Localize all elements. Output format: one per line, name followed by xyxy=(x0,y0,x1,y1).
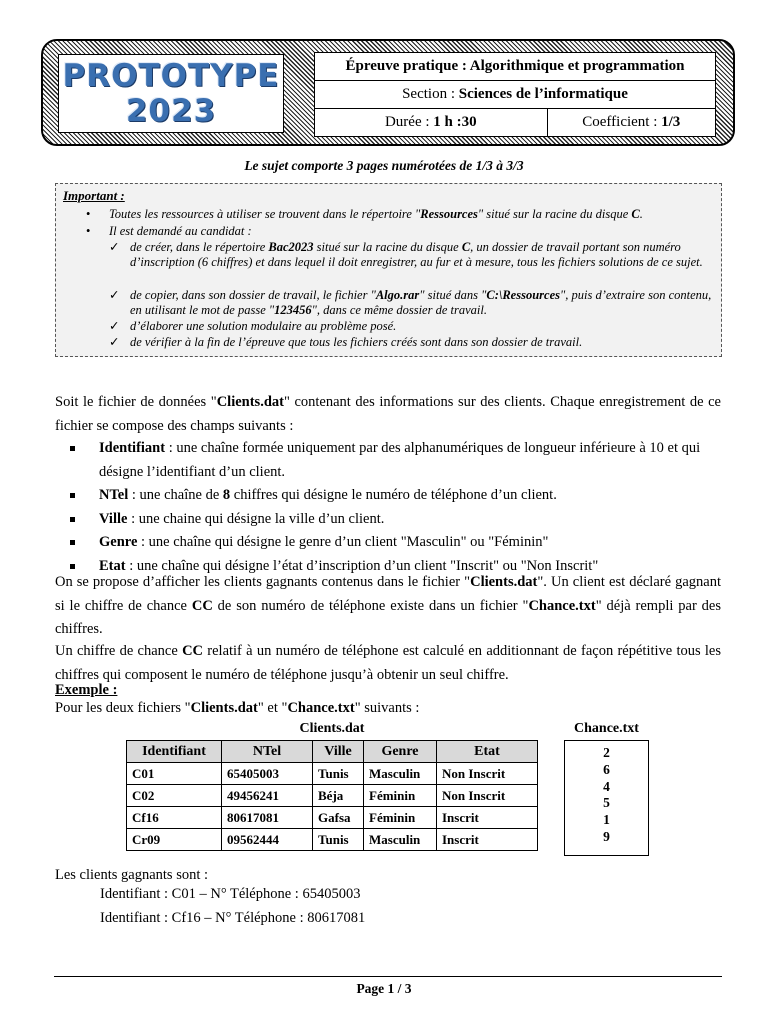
prototype-logo xyxy=(58,54,284,133)
instruction-create-folder: de créer, dans le répertoire Bac2023 situé sur la racine du disque C, un dossier de travail portant son numéro d’inscription (6 chiffres) et dans lequel il doit enregistrer, au fur et à mesure, tous les fichiers solutions de ce sujet. xyxy=(130,240,703,269)
square-bullet-icon xyxy=(70,446,75,451)
important-box xyxy=(55,183,722,357)
instruction-copy-file: de copier, dans son dossier de travail, le fichier "Algo.rar" situé dans "C:\Ressources", puis d’extraire son contenu, en utilisant le mot de passe "123456", dans ce même dossier de travail. xyxy=(130,288,712,317)
list-item: 2 xyxy=(603,745,610,760)
header-frame xyxy=(41,39,735,146)
fields-list xyxy=(70,437,722,578)
important-resources-note: Toutes les ressources à utiliser se trouvent dans le répertoire "Ressources" situé sur la racine du disque C. xyxy=(109,207,643,221)
clients-table xyxy=(126,740,538,851)
list-item: 5 xyxy=(603,795,610,811)
column-header: Identifiant xyxy=(127,741,222,763)
important-title: Important : xyxy=(63,188,125,203)
column-header: NTel xyxy=(222,741,313,763)
table-cell: 80617081 xyxy=(222,807,313,829)
table-row xyxy=(127,829,538,851)
exam-info-table xyxy=(314,52,716,137)
list-item: 9 xyxy=(603,828,610,844)
problem-paragraph: On se propose d’afficher les clients gagnants contenus dans le fichier "Clients.dat". Un client est déclaré gagnant si le chiffre de chance CC de son numéro de téléphone existe dans un fichier "Chance.txt" déjà rempli par des chiffres. xyxy=(55,574,721,637)
check-mark-icon: ✓ xyxy=(109,240,120,254)
column-header: Etat xyxy=(437,741,538,763)
bullet-dot-icon: • xyxy=(86,207,91,221)
column-header: Ville xyxy=(313,741,364,763)
logo-title: PROTOTYPE xyxy=(62,58,280,94)
table-cell: Cr09 xyxy=(127,829,222,851)
table-cell: Tunis xyxy=(313,763,364,785)
intro-paragraph: Soit le fichier de données "Clients.dat" contenant des informations sur des clients. Chaque enregistrement de ce fichier se compose des champs suivants : xyxy=(55,394,721,434)
exam-section xyxy=(315,81,716,109)
coefficient-value: 1/3 xyxy=(661,114,681,130)
table-row xyxy=(127,763,538,785)
table-cell: 09562444 xyxy=(222,829,313,851)
list-item: 6 xyxy=(603,761,610,777)
example-title: Exemple : xyxy=(55,682,118,698)
lucky-digit-paragraph: Un chiffre de chance CC relatif à un numéro de téléphone est calculé en additionnant de façon répétitive tous les chiffres qui composent le numéro de téléphone jusqu’à obtenir un seul chiffre. xyxy=(55,643,722,683)
table-cell: Inscrit xyxy=(437,829,538,851)
list-item: Ville : une chaine qui désigne la ville d’un client. xyxy=(70,508,722,532)
table-row xyxy=(127,807,538,829)
chance-table-caption: Chance.txt xyxy=(574,721,639,736)
table-cell: Cf16 xyxy=(127,807,222,829)
square-bullet-icon xyxy=(70,540,75,545)
instruction-verify-files: de vérifier à la fin de l’épreuve que tous les fichiers créés sont dans son dossier de travail. xyxy=(130,335,583,349)
section-value: Sciences de l’informatique xyxy=(458,86,628,102)
table-cell: Béja xyxy=(313,785,364,807)
table-cell: Inscrit xyxy=(437,807,538,829)
coefficient-label: Coefficient : xyxy=(582,114,662,130)
example-intro: Pour les deux fichiers "Clients.dat" et "Chance.txt" suivants : xyxy=(55,700,420,716)
table-cell: Féminin xyxy=(364,785,437,807)
bullet-dot-icon: • xyxy=(86,224,91,238)
winner-line: Identifiant : Cf16 – N° Téléphone : 80617081 xyxy=(100,910,366,926)
page-number: Page 1 / 3 xyxy=(356,981,412,996)
table-cell: Non Inscrit xyxy=(437,785,538,807)
column-header: Genre xyxy=(364,741,437,763)
chance-values-box xyxy=(564,740,649,856)
list-item: Identifiant : une chaîne formée uniquement par des alphanumériques de longueur inférieure à 10 et qui désigne l’identifiant d’un client. xyxy=(70,437,722,484)
table-row xyxy=(127,785,538,807)
exam-duration xyxy=(315,109,548,137)
logo-year: 2023 xyxy=(125,93,217,129)
table-cell: Féminin xyxy=(364,807,437,829)
footer-divider xyxy=(54,976,722,977)
exam-coefficient xyxy=(547,109,715,137)
table-cell: Masculin xyxy=(364,829,437,851)
duration-label: Durée : xyxy=(384,114,434,130)
square-bullet-icon xyxy=(70,493,75,498)
important-candidate-intro: Il est demandé au candidat : xyxy=(109,224,252,238)
table-cell: 65405003 xyxy=(222,763,313,785)
table-cell: Non Inscrit xyxy=(437,763,538,785)
winner-line: Identifiant : C01 – N° Téléphone : 65405003 xyxy=(100,886,361,902)
table-cell: Gafsa xyxy=(313,807,364,829)
table-cell: 49456241 xyxy=(222,785,313,807)
check-mark-icon: ✓ xyxy=(109,319,120,333)
section-label: Section : xyxy=(402,86,459,102)
square-bullet-icon xyxy=(70,517,75,522)
winners-title: Les clients gagnants sont : xyxy=(55,867,209,883)
instruction-modular-solution: d’élaborer une solution modulaire au problème posé. xyxy=(130,319,397,333)
clients-table-caption: Clients.dat xyxy=(299,721,365,736)
exam-title: Épreuve pratique : Algorithmique et programmation xyxy=(315,53,716,81)
list-item: 1 xyxy=(603,812,610,828)
list-item: Genre : une chaîne qui désigne le genre d’un client "Masculin" ou "Féminin" xyxy=(70,531,722,555)
square-bullet-icon xyxy=(70,564,75,569)
pages-note: Le sujet comporte 3 pages numérotées de 1/3 à 3/3 xyxy=(244,158,524,173)
table-cell: C01 xyxy=(127,763,222,785)
list-item: NTel : une chaîne de 8 chiffres qui désigne le numéro de téléphone d’un client. xyxy=(70,484,722,508)
table-header-row xyxy=(127,741,538,763)
table-cell: Tunis xyxy=(313,829,364,851)
list-item: 4 xyxy=(603,778,610,794)
list-item: Etat : une chaîne qui désigne l’état d’inscription d’un client "Inscrit" ou "Non Inscrit" xyxy=(70,555,722,579)
table-cell: Masculin xyxy=(364,763,437,785)
duration-value: 1 h :30 xyxy=(433,114,477,130)
check-mark-icon: ✓ xyxy=(109,335,120,349)
check-mark-icon: ✓ xyxy=(109,288,120,302)
table-cell: C02 xyxy=(127,785,222,807)
